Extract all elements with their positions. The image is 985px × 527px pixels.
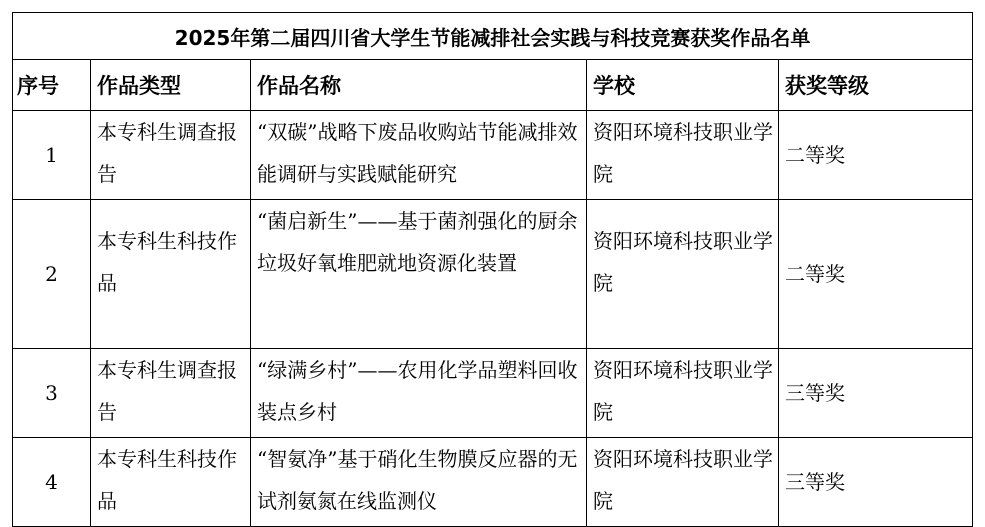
row-school: 资阳环境科技职业学院 — [587, 349, 779, 438]
table-row — [13, 438, 973, 527]
row-award: 二等奖 — [779, 200, 973, 349]
row-type: 本专科生调查报告 — [91, 349, 251, 438]
row-index: 1 — [13, 111, 91, 200]
row-index: 2 — [13, 200, 91, 349]
table-row — [13, 200, 973, 349]
row-school: 资阳环境科技职业学院 — [587, 200, 779, 349]
row-award: 三等奖 — [779, 438, 973, 527]
row-type: 本专科生科技作品 — [91, 200, 251, 349]
header-award: 获奖等级 — [779, 60, 973, 111]
table-title: 2025年第二届四川省大学生节能减排社会实践与科技竞赛获奖作品名单 — [13, 13, 973, 60]
header-name: 作品名称 — [251, 60, 587, 111]
header-index: 序号 — [13, 60, 91, 111]
row-award: 三等奖 — [779, 349, 973, 438]
table-header-row — [13, 60, 973, 111]
row-name: “绿满乡村”——农用化学品塑料回收装点乡村 — [251, 349, 587, 438]
row-index: 3 — [13, 349, 91, 438]
row-type: 本专科生科技作品 — [91, 438, 251, 527]
row-name: “菌启新生”——基于菌剂强化的厨余垃圾好氧堆肥就地资源化装置 — [251, 200, 587, 349]
row-index: 4 — [13, 438, 91, 527]
row-name: “双碳”战略下废品收购站节能减排效能调研与实践赋能研究 — [251, 111, 587, 200]
award-list-table — [12, 12, 973, 527]
table-row — [13, 349, 973, 438]
row-award: 二等奖 — [779, 111, 973, 200]
header-school: 学校 — [587, 60, 779, 111]
table-row — [13, 111, 973, 200]
row-type: 本专科生调查报告 — [91, 111, 251, 200]
row-school: 资阳环境科技职业学院 — [587, 438, 779, 527]
row-name: “智氨净”基于硝化生物膜反应器的无试剂氨氮在线监测仪 — [251, 438, 587, 527]
row-school: 资阳环境科技职业学院 — [587, 111, 779, 200]
header-type: 作品类型 — [91, 60, 251, 111]
